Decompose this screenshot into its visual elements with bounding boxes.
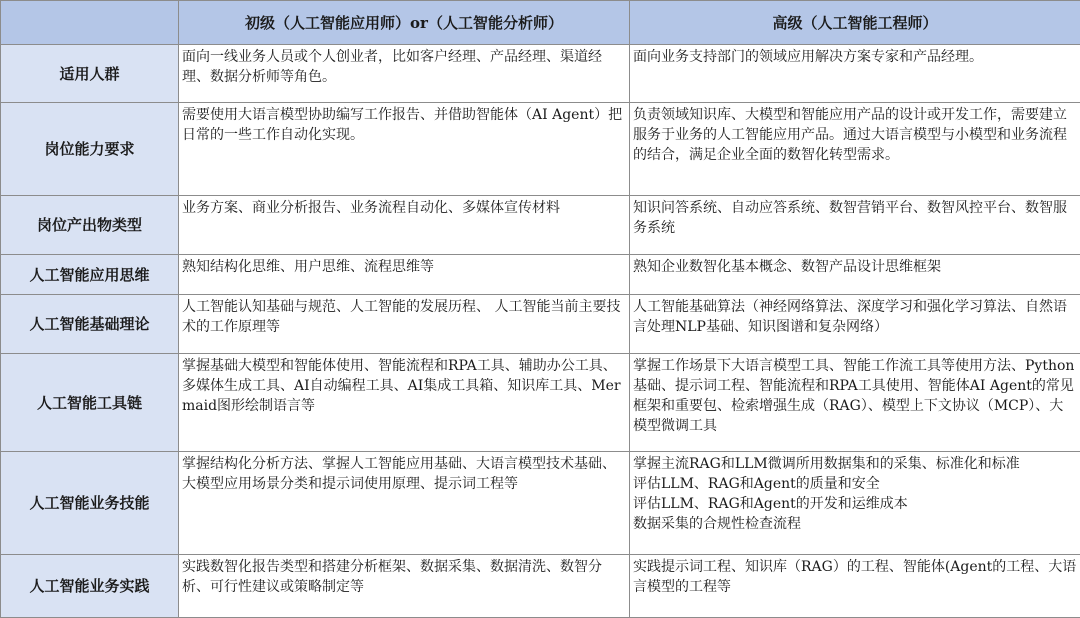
- cell-text: 业务方案、商业分析报告、业务流程自动化、多媒体宣传材料: [182, 198, 626, 218]
- advanced-cell: [630, 103, 1080, 196]
- cell-text: 负责领域知识库、大模型和智能应用产品的设计或开发工作，需要建立服务于业务的人工智能应用产品。通过大语言模型与小模型和业务流程的结合，满足企业全面的数智化转型需求。: [633, 105, 1077, 165]
- cell-text: 面向一线业务人员或个人创业者，比如客户经理、产品经理、渠道经理、数据分析师等角色。: [182, 47, 626, 87]
- advanced-cell: [630, 452, 1080, 555]
- basic-cell: [179, 452, 630, 555]
- table-row: [1, 354, 1080, 452]
- basic-cell: [179, 103, 630, 196]
- cell-text: 面向业务支持部门的领域应用解决方案专家和产品经理。: [633, 47, 1077, 67]
- basic-cell: [179, 196, 630, 255]
- cell-text: 熟知结构化思维、用户思维、流程思维等: [182, 257, 626, 277]
- cell-text: 实践数智化报告类型和搭建分析框架、数据采集、数据清洗、数智分析、可行性建议或策略制定等: [182, 557, 626, 597]
- cell-text: 人工智能认知基础与规范、人工智能的发展历程、 人工智能当前主要技术的工作原理等: [182, 297, 626, 337]
- table-row: [1, 196, 1080, 255]
- basic-cell: [179, 354, 630, 452]
- row-label: 人工智能业务实践: [1, 555, 179, 618]
- cell-text: 人工智能基础算法（神经网络算法、深度学习和强化学习算法、自然语言处理NLP基础、知识图谱和复杂网络）: [633, 297, 1077, 337]
- row-label: 人工智能应用思维: [1, 255, 179, 295]
- cell-text: 熟知企业数智化基本概念、数智产品设计思维框架: [633, 257, 1077, 277]
- table-row: [1, 452, 1080, 555]
- table-row: [1, 45, 1080, 103]
- cell-text: 评估LLM、RAG和Agent的开发和运维成本: [633, 494, 1077, 514]
- table-row: [1, 255, 1080, 295]
- row-label: 适用人群: [1, 45, 179, 103]
- basic-cell: [179, 295, 630, 354]
- advanced-cell: [630, 196, 1080, 255]
- cell-text: 评估LLM、RAG和Agent的质量和安全: [633, 474, 1077, 494]
- advanced-cell: [630, 45, 1080, 103]
- row-label: 岗位产出物类型: [1, 196, 179, 255]
- cell-text: 数据采集的合规性检查流程: [633, 514, 1077, 534]
- cell-text: 知识问答系统、自动应答系统、数智营销平台、数智风控平台、数智服务系统: [633, 198, 1077, 238]
- table-row: [1, 295, 1080, 354]
- cell-text: 需要使用大语言模型协助编写工作报告、并借助智能体（AI Agent）把日常的一些工作自动化实现。: [182, 105, 626, 145]
- advanced-cell: [630, 255, 1080, 295]
- row-label: 人工智能业务技能: [1, 452, 179, 555]
- advanced-cell: [630, 295, 1080, 354]
- row-label: 岗位能力要求: [1, 103, 179, 196]
- cell-text: 掌握结构化分析方法、掌握人工智能应用基础、大语言模型技术基础、大模型应用场景分类和提示词使用原理、提示词工程等: [182, 454, 626, 494]
- cell-text: 掌握主流RAG和LLM微调所用数据集和的采集、标准化和标准: [633, 454, 1077, 474]
- row-label: 人工智能基础理论: [1, 295, 179, 354]
- header-basic-level: 初级（人工智能应用师）or（人工智能分析师）: [179, 1, 630, 45]
- basic-cell: [179, 255, 630, 295]
- cell-text: 掌握基础大模型和智能体使用、智能流程和RPA工具、辅助办公工具、多媒体生成工具、AI自动编程工具、AI集成工具箱、知识库工具、Mermaid图形绘制语言等: [182, 356, 626, 416]
- header-advanced-level: 高级（人工智能工程师）: [630, 1, 1080, 45]
- basic-cell: [179, 555, 630, 618]
- advanced-cell: [630, 354, 1080, 452]
- cell-text: 实践提示词工程、知识库（RAG）的工程、智能体(Agent的工程、大语言模型的工程等: [633, 557, 1077, 597]
- header-row: [1, 1, 1080, 45]
- advanced-cell: [630, 555, 1080, 618]
- basic-cell: [179, 45, 630, 103]
- cell-text: 掌握工作场景下大语言模型工具、智能工作流工具等使用方法、Python基础、提示词工程、智能流程和RPA工具使用、智能体AI Agent的常见框架和重要包、检索增强生成（RAG）、模型上下文协议（MCP）、大模型微调工具: [633, 356, 1077, 436]
- header-corner: [1, 1, 179, 45]
- row-label: 人工智能工具链: [1, 354, 179, 452]
- table-row: [1, 555, 1080, 618]
- table-row: [1, 103, 1080, 196]
